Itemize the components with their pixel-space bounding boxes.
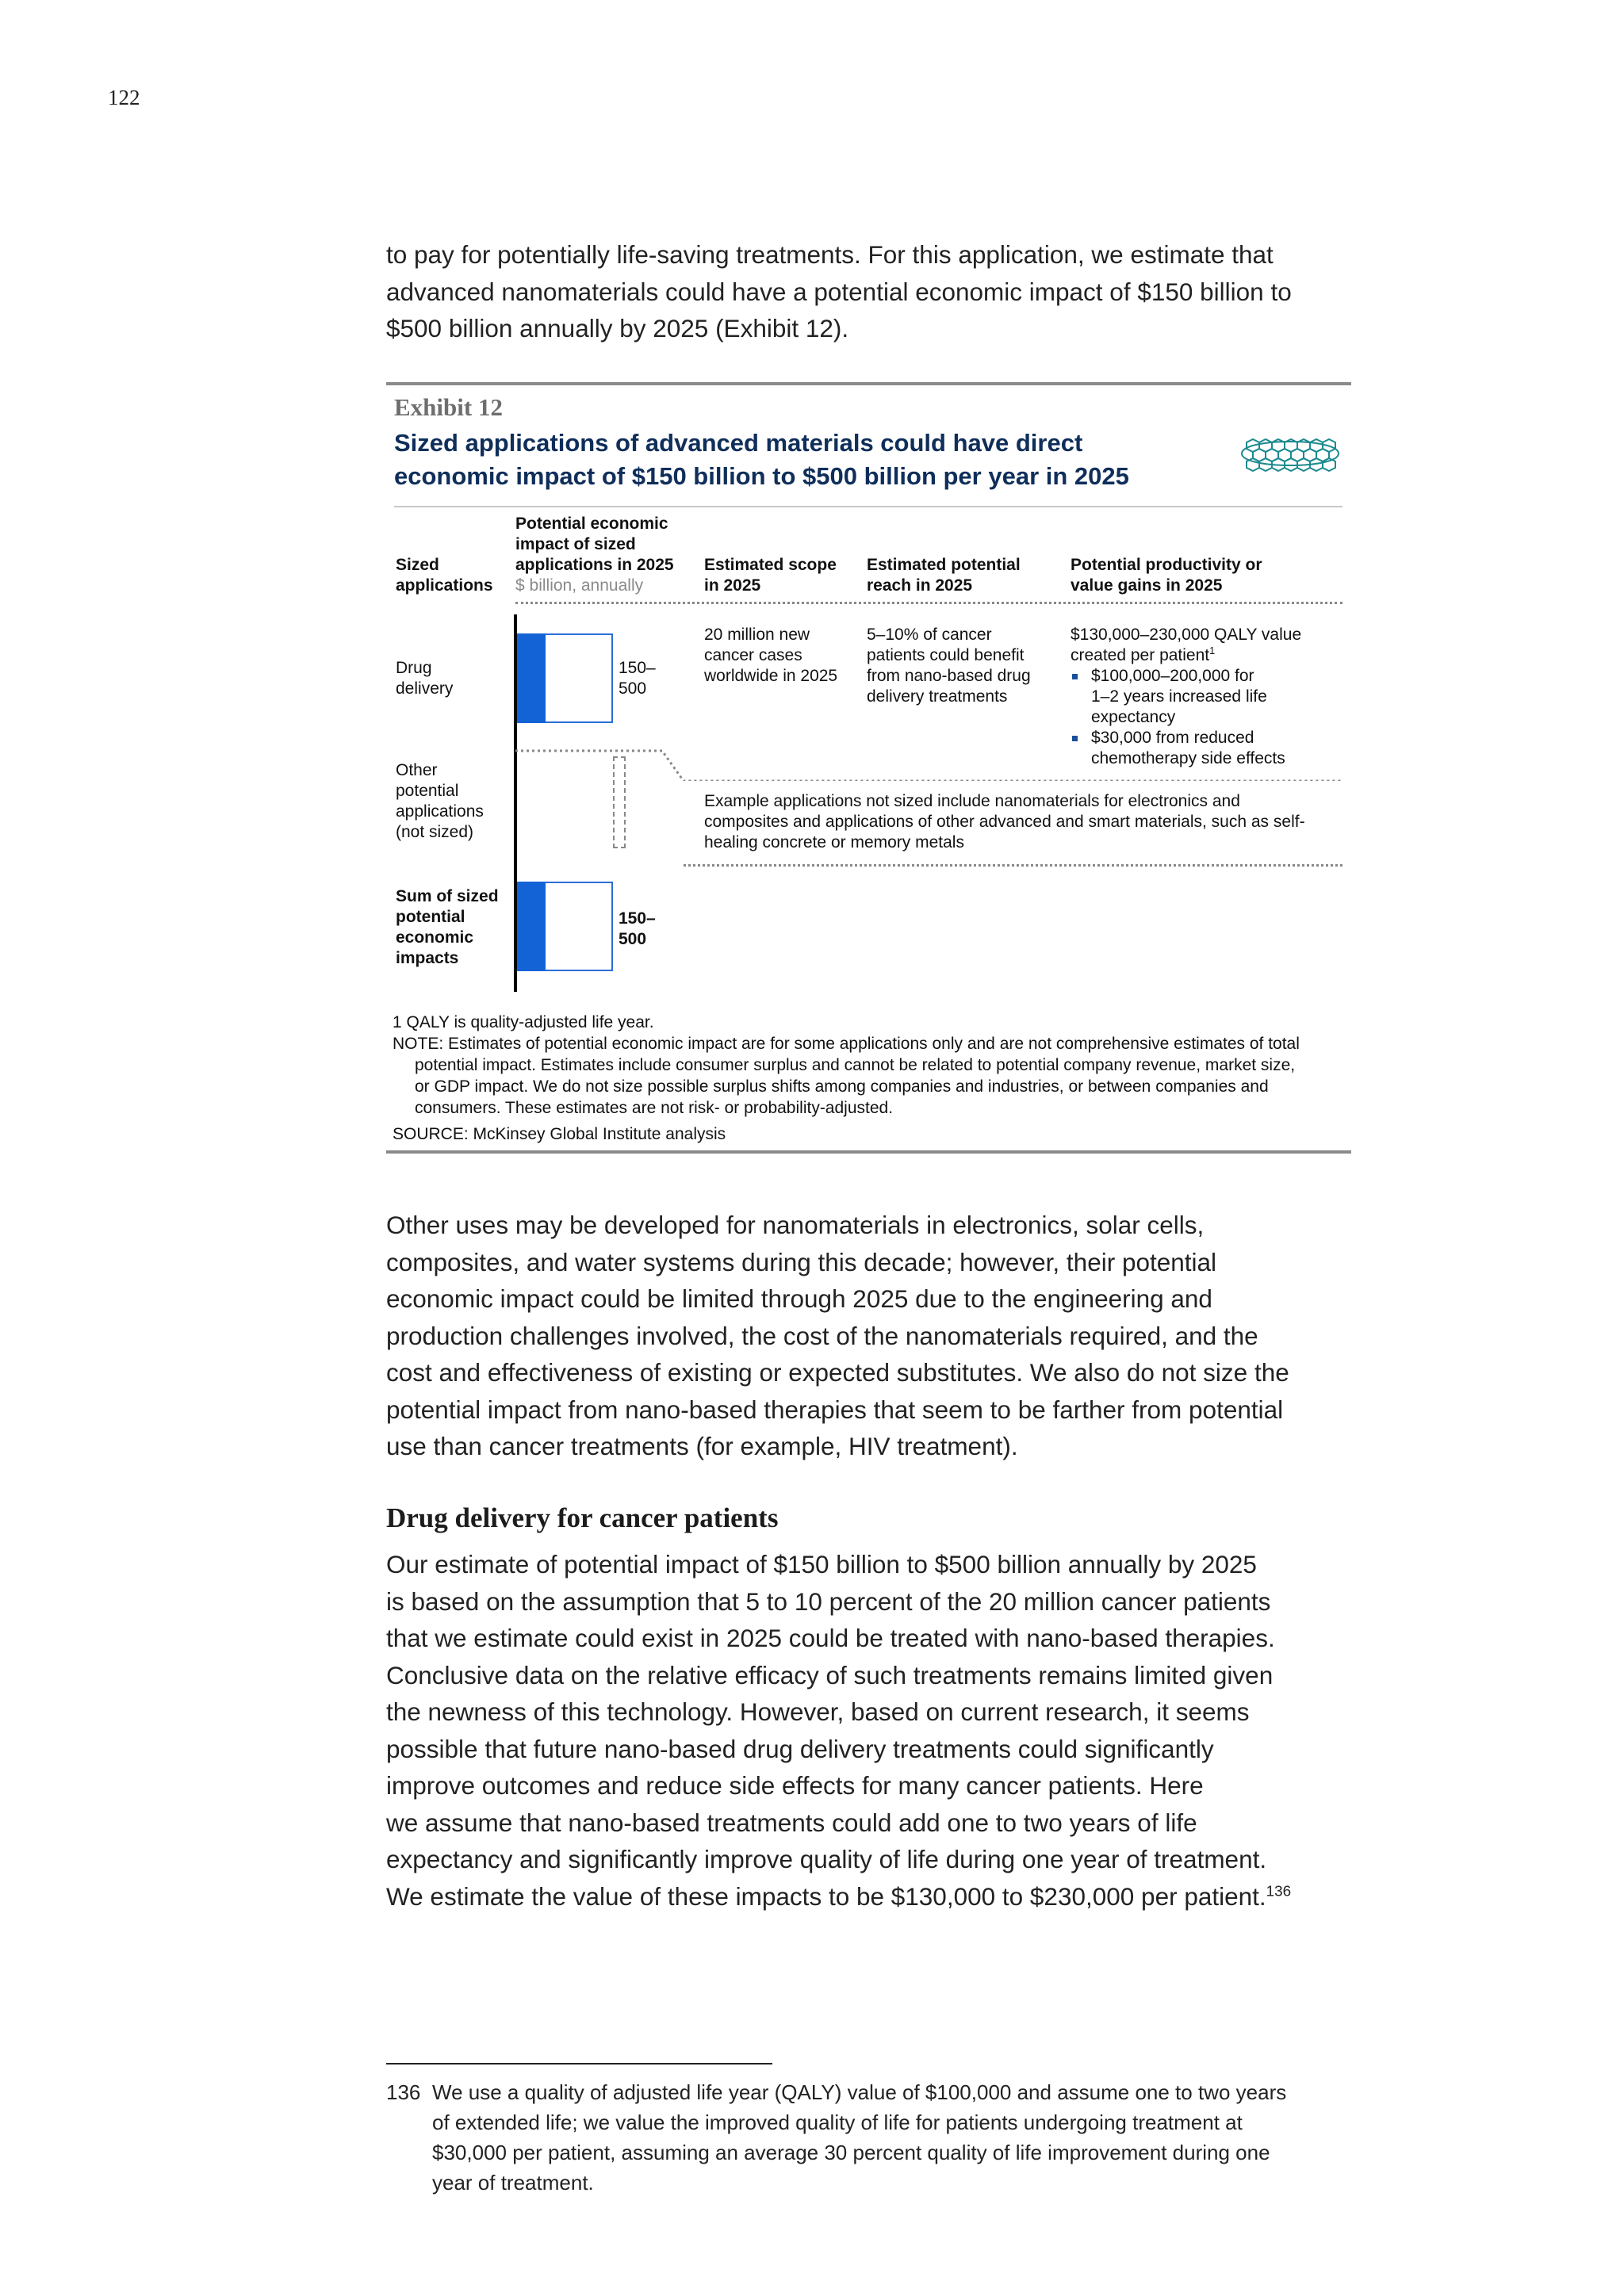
drug-delivery-bar-fill bbox=[517, 633, 546, 723]
exhibit-source: SOURCE: McKinsey Global Institute analysis bbox=[393, 1125, 726, 1143]
exhibit-title bbox=[394, 427, 1219, 493]
header-line: Estimated potential bbox=[867, 556, 1021, 574]
header-line: reach in 2025 bbox=[867, 576, 973, 595]
row-label-line: potential bbox=[396, 908, 465, 926]
gains-line: $130,000–230,000 QALY value bbox=[1071, 626, 1302, 644]
text-line: composites, and water systems during this decade; however, their potential bbox=[386, 1247, 1217, 1276]
scope-line: worldwide in 2025 bbox=[704, 667, 838, 685]
footnote-136 bbox=[386, 2077, 1350, 2198]
section-heading: Drug delivery for cancer patients bbox=[386, 1502, 779, 1533]
row-label-line: Other bbox=[396, 761, 438, 779]
note-line: or GDP impact. We do not size possible surplus shifts among companies and industries, or between companies and bbox=[415, 1077, 1269, 1096]
intro-paragraph bbox=[386, 236, 1354, 347]
text-line: cost and effectiveness of existing or expected substitutes. We also do not size the bbox=[386, 1358, 1289, 1387]
text-line bbox=[386, 1878, 1354, 1915]
value-line: 150– bbox=[619, 659, 656, 677]
row-label-other bbox=[396, 760, 484, 843]
header-line: Sized bbox=[396, 556, 439, 574]
text-line: Other uses may be developed for nanomaterials in electronics, solar cells, bbox=[386, 1211, 1205, 1239]
note-line: Example applications not sized include nanomaterials for electronics and bbox=[704, 792, 1240, 810]
scope-line: cancer cases bbox=[704, 646, 802, 664]
text-span: We estimate the value of these impacts to be $130,000 to $230,000 per patient. bbox=[386, 1881, 1266, 1911]
footnote-rule bbox=[386, 2063, 772, 2064]
row-label-line: (not sized) bbox=[396, 823, 474, 841]
bullet-line: $30,000 from reduced bbox=[1091, 729, 1254, 747]
header-line: Potential economic bbox=[515, 515, 668, 533]
note-line: NOTE: Estimates of potential economic impact are for some applications only and are not comprehensive estimates of total bbox=[393, 1035, 1300, 1053]
row-label-line: potential bbox=[396, 782, 459, 800]
drug-delivery-reach bbox=[867, 625, 1031, 707]
row-label-line: Sum of sized bbox=[396, 887, 499, 905]
not-sized-placeholder bbox=[613, 756, 626, 848]
reach-line: delivery treatments bbox=[867, 687, 1008, 706]
paragraph-drug-delivery bbox=[386, 1546, 1354, 1915]
text-line: improve outcomes and reduce side effects for many cancer patients. Here bbox=[386, 1771, 1204, 1800]
exhibit-bottom-rule bbox=[386, 1150, 1351, 1154]
footnote-line: of extended life; we value the improved quality of life for patients undergoing treatment at bbox=[432, 2110, 1243, 2134]
exhibit-title-line: Sized applications of advanced materials could have direct bbox=[394, 429, 1083, 457]
reach-line: from nano-based drug bbox=[867, 667, 1031, 685]
sum-value bbox=[619, 909, 656, 950]
header-line: applications in 2025 bbox=[515, 556, 674, 574]
text-line: possible that future nano-based drug delivery treatments could significantly bbox=[386, 1734, 1214, 1763]
text-line: is based on the assumption that 5 to 10 percent of the 20 million cancer patients bbox=[386, 1586, 1271, 1616]
text-line: production challenges involved, the cost of the nanomaterials required, and the bbox=[386, 1321, 1258, 1350]
text-line: to pay for potentially life-saving treatments. For this application, we estimate that bbox=[386, 240, 1274, 269]
value-line: 150– bbox=[619, 909, 656, 928]
row-connector bbox=[515, 741, 1344, 781]
bullet-line: 1–2 years increased life bbox=[1091, 687, 1267, 706]
exhibit-top-rule bbox=[386, 382, 1351, 385]
value-line: 500 bbox=[619, 930, 647, 948]
exhibit-footnote: 1 QALY is quality-adjusted life year. bbox=[393, 1013, 654, 1031]
text-line: use than cancer treatments (for example, HIV treatment). bbox=[386, 1432, 1018, 1460]
note-line: composites and applications of other advanced and smart materials, such as self- bbox=[704, 813, 1305, 831]
nanotube-icon bbox=[1237, 433, 1343, 474]
exhibit-label: Exhibit 12 bbox=[394, 393, 503, 421]
text-line: Our estimate of potential impact of $150 billion to $500 billion annually by 2025 bbox=[386, 1550, 1257, 1578]
header-line: impact of sized bbox=[515, 535, 636, 553]
sum-bar-fill bbox=[517, 882, 546, 971]
header-line: Potential productivity or bbox=[1071, 556, 1262, 574]
reach-line: patients could benefit bbox=[867, 646, 1025, 664]
drug-delivery-scope bbox=[704, 625, 837, 687]
footnote-row bbox=[386, 2077, 1350, 2198]
value-line: 500 bbox=[619, 679, 647, 698]
header-estimated-scope bbox=[704, 555, 837, 596]
bullet-line: chemotherapy side effects bbox=[1091, 749, 1285, 767]
row-label-line: applications bbox=[396, 802, 484, 821]
header-value-gains bbox=[1071, 555, 1262, 596]
header-dotted-rule bbox=[515, 602, 1342, 604]
header-line: applications bbox=[396, 576, 493, 595]
header-unit: $ billion, annually bbox=[515, 576, 644, 595]
footnote-line: year of treatment. bbox=[432, 2171, 594, 2195]
header-line: Estimated scope bbox=[704, 556, 837, 574]
footnote-line: We use a quality of adjusted life year (QALY) value of $100,000 and assume one to two years bbox=[432, 2080, 1287, 2104]
text-line: potential impact from nano-based therapies that seem to be farther from potential bbox=[386, 1395, 1284, 1424]
text-line: that we estimate could exist in 2025 could be treated with nano-based therapies. bbox=[386, 1624, 1275, 1652]
header-potential-impact bbox=[515, 514, 674, 596]
exhibit-notes bbox=[393, 1012, 1344, 1145]
text-line: Conclusive data on the relative efficacy of such treatments remains limited given bbox=[386, 1660, 1274, 1689]
footnote-text bbox=[432, 2077, 1286, 2198]
text-line: economic impact could be limited through 2025 due to the engineering and bbox=[386, 1284, 1212, 1313]
bullet-line: $100,000–200,000 for bbox=[1091, 667, 1254, 685]
note-line: healing concrete or memory metals bbox=[704, 833, 964, 851]
footnote-ref: 1 bbox=[1209, 645, 1216, 656]
exhibit-header-rule bbox=[394, 506, 1342, 507]
footnote-number: 136 bbox=[386, 2080, 421, 2104]
drug-delivery-value bbox=[619, 658, 656, 699]
text-line: the newness of this technology. However, based on current research, it seems bbox=[386, 1697, 1250, 1726]
scope-line: 20 million new bbox=[704, 626, 810, 644]
header-sized-applications bbox=[396, 555, 493, 596]
row-dotted-rule bbox=[684, 864, 1342, 867]
note-line: consumers. These estimates are not risk- or probability-adjusted. bbox=[415, 1099, 894, 1117]
exhibit-title-line: economic impact of $150 billion to $500 billion per year in 2025 bbox=[394, 462, 1129, 490]
row-label-line: economic bbox=[396, 928, 474, 947]
text-line: we assume that nano-based treatments could add one to two years of life bbox=[386, 1808, 1197, 1837]
paragraph-other-uses bbox=[386, 1207, 1354, 1465]
row-label-drug-delivery bbox=[396, 658, 453, 699]
footnote-line: $30,000 per patient, assuming an average 30 percent quality of life improvement during one bbox=[432, 2141, 1270, 2164]
row-label-line: Drug bbox=[396, 659, 432, 677]
text-line: expectancy and significantly improve quality of life during one year of treatment. bbox=[386, 1845, 1267, 1873]
header-estimated-reach bbox=[867, 555, 1021, 596]
note-line: potential impact. Estimates include consumer surplus and cannot be related to potential company revenue, market size, bbox=[415, 1056, 1296, 1074]
footnote-ref: 136 bbox=[1266, 1883, 1292, 1900]
page-number: 122 bbox=[108, 86, 140, 109]
reach-line: 5–10% of cancer bbox=[867, 626, 992, 644]
text-line: advanced nanomaterials could have a potential economic impact of $150 billion to bbox=[386, 277, 1292, 306]
bullet-line: expectancy bbox=[1091, 708, 1176, 726]
row-label-line: impacts bbox=[396, 949, 459, 967]
bullet-item bbox=[1071, 666, 1340, 728]
row-label-line: delivery bbox=[396, 679, 454, 698]
gains-line bbox=[1071, 645, 1340, 666]
row-label-sum bbox=[396, 886, 499, 969]
text-line: $500 billion annually by 2025 (Exhibit 12). bbox=[386, 314, 849, 342]
other-applications-note bbox=[704, 791, 1305, 853]
gains-text: created per patient bbox=[1071, 646, 1210, 664]
header-line: value gains in 2025 bbox=[1071, 576, 1223, 595]
header-line: in 2025 bbox=[704, 576, 761, 595]
